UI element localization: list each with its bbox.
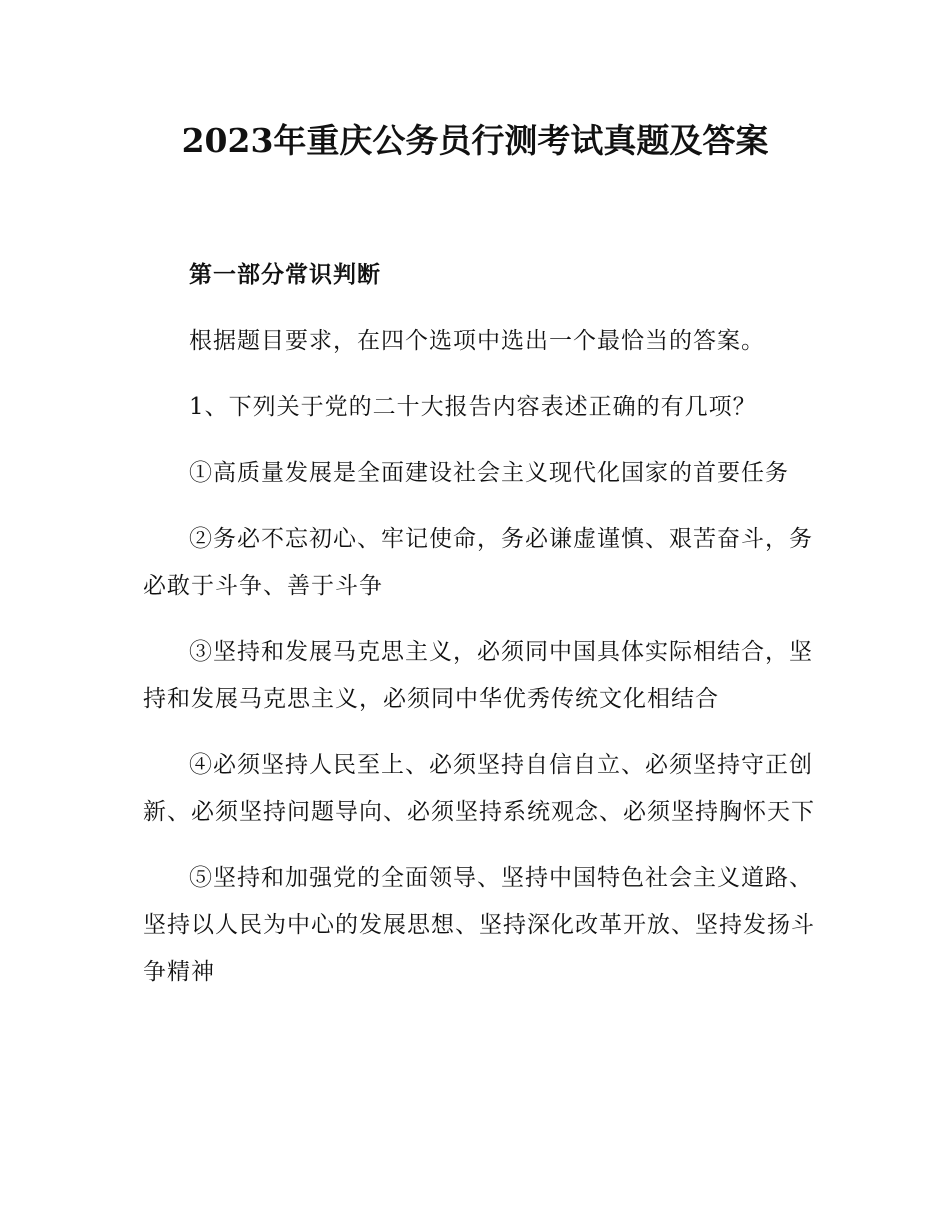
question-item-1: ①高质量发展是全面建设社会主义现代化国家的首要任务 bbox=[189, 460, 789, 486]
document-body bbox=[143, 252, 815, 996]
question-item-3: ③坚持和发展马克思主义，必须同中国具体实际相结合，坚持和发展马克思主义，必须同中华优秀传统文化相结合 bbox=[143, 639, 813, 712]
instruction-text: 根据题目要求，在四个选项中选出一个最恰当的答案。 bbox=[189, 328, 765, 354]
question-stem: 1、下列关于党的二十大报告内容表述正确的有几项？ bbox=[189, 394, 757, 420]
question-item-5: ⑤坚持和加强党的全面领导、坚持中国特色社会主义道路、坚持以人民为中心的发展思想、坚持深化改革开放、坚持发扬斗争精神 bbox=[143, 865, 815, 985]
document-title: 2023年重庆公务员行测考试真题及答案 bbox=[181, 121, 769, 160]
section-heading: 第一部分常识判断 bbox=[189, 262, 381, 288]
question-item-2: ②务必不忘初心、牢记使命，务必谦虚谨慎、艰苦奋斗，务必敢于斗争、善于斗争 bbox=[143, 526, 813, 599]
question-item-4: ④必须坚持人民至上、必须坚持自信自立、必须坚持守正创新、必须坚持问题导向、必须坚持系统观念、必须坚持胸怀天下 bbox=[143, 752, 815, 825]
